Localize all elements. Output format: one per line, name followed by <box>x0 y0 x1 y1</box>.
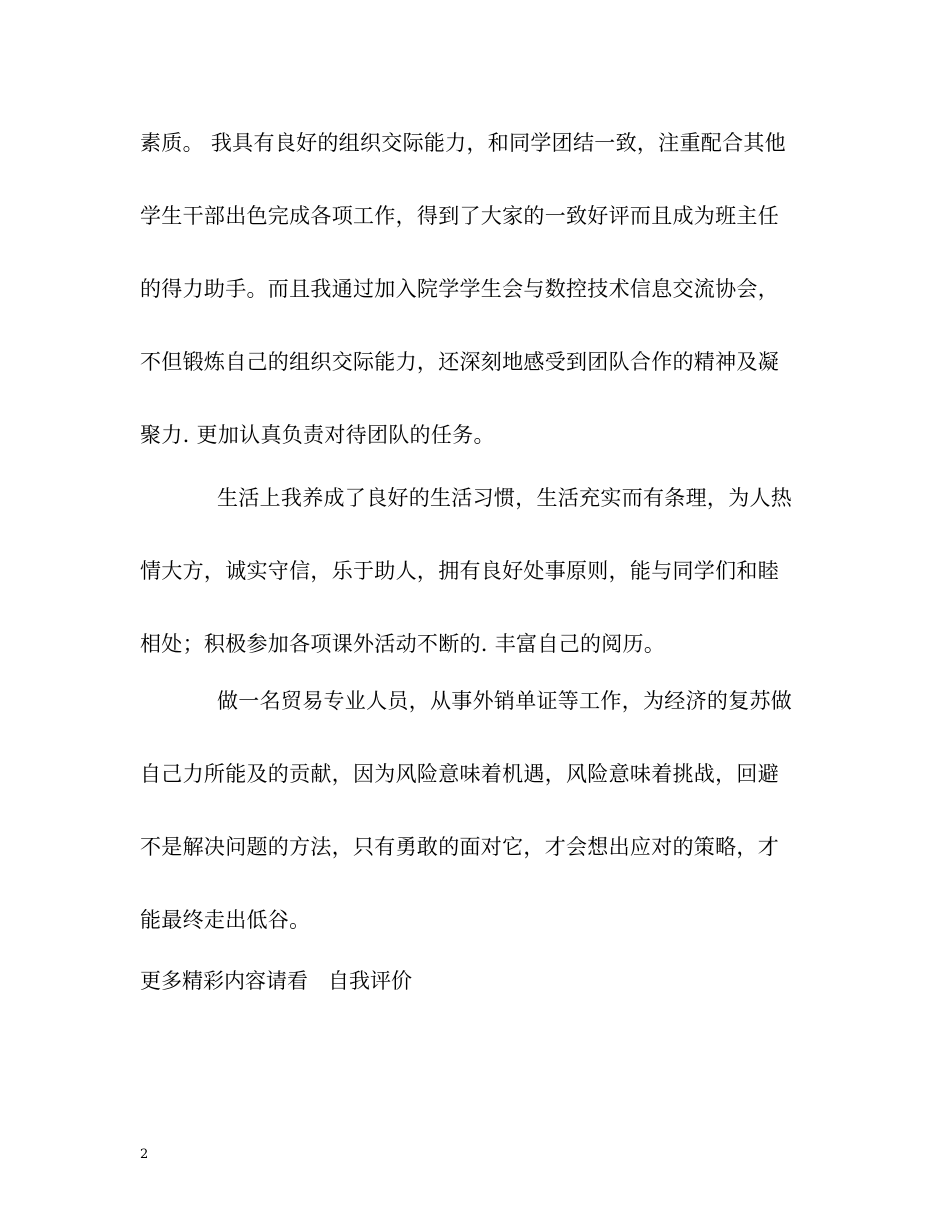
paragraph-1-line-1: 素质。 我具有良好的组织交际能力，和同学团结一致，注重配合其他 <box>140 131 786 155</box>
paragraph-3-line-4: 能最终走出低谷。 <box>140 908 311 932</box>
paragraph-2-line-3: 相处；积极参加各项课外活动不断的. 丰富自己的阅历。 <box>140 632 666 656</box>
paragraph-1-line-3: 的得力助手。而且我通过加入院学学生会与数控技术信息交流协会， <box>140 277 779 301</box>
page-number: 2 <box>140 1147 149 1162</box>
paragraph-1-line-5: 聚力. 更加认真负责对待团队的任务。 <box>140 423 495 447</box>
paragraph-3-line-3: 不是解决问题的方法，只有勇敢的面对它，才会想出应对的策略，才 <box>140 835 779 859</box>
paragraph-1-line-4: 不但锻炼自己的组织交际能力，还深刻地感受到团队合作的精神及凝 <box>140 350 779 374</box>
more-content-row <box>140 967 412 995</box>
paragraph-1-line-2: 学生干部出色完成各项工作，得到了大家的一致好评而且成为班主任 <box>140 204 779 228</box>
paragraph-3-line-1: 做一名贸易专业人员，从事外销单证等工作，为经济的复苏做 <box>217 689 793 713</box>
self-evaluation-link[interactable]: 自我评价 <box>328 969 412 993</box>
paragraph-3-line-2: 自己力所能及的贡献，因为风险意味着机遇，风险意味着挑战，回避 <box>140 762 779 786</box>
paragraph-2-line-2: 情大方，诚实守信，乐于助人，拥有良好处事原则，能与同学们和睦 <box>140 559 779 583</box>
paragraph-2-line-1: 生活上我养成了良好的生活习惯，生活充实而有条理，为人热 <box>217 486 793 510</box>
more-content-label: 更多精彩内容请看 <box>140 969 308 993</box>
